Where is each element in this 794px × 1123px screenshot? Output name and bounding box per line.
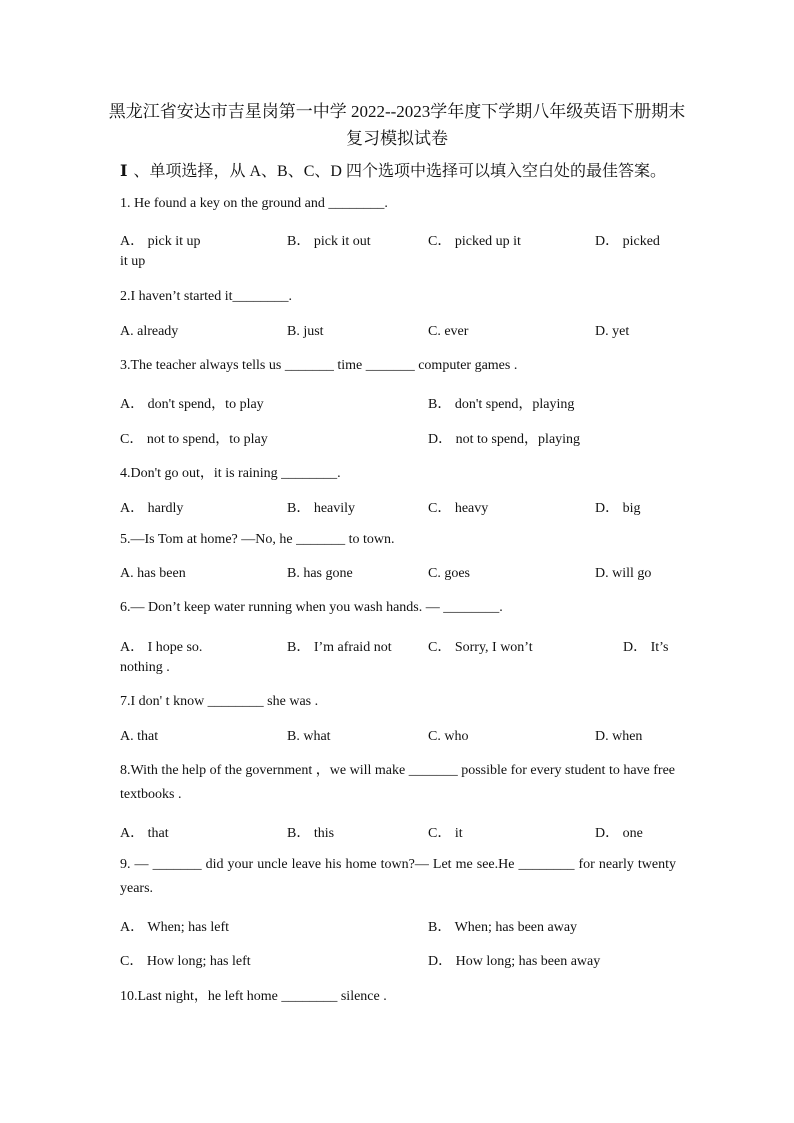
question-9-option-b: B． When; has been away — [428, 920, 578, 935]
question-2-option-a: A. already — [120, 324, 179, 339]
question-5-option-b: B. has gone — [287, 566, 353, 581]
question-3-option-c: C． not to spend，to play — [120, 432, 268, 447]
question-8-option-c: C． it — [428, 826, 463, 841]
section-instruction: 、单项选择，从 A、B、C、D 四个选项中选择可以填入空白处的最佳答案。 — [133, 163, 666, 180]
question-4-option-a: A． hardly — [120, 501, 184, 516]
question-1-option-d-continuation: it up — [120, 254, 146, 269]
question-6-option-a: A． I hope so. — [120, 640, 203, 655]
question-5-option-a: A. has been — [120, 566, 186, 581]
question-4-option-d: D． big — [595, 501, 641, 516]
question-6-stem: 6.— Don’t keep water running when you wash hands. — ________. — [120, 600, 503, 615]
exam-title-line-1: 黑龙江省安达市吉星岗第一中学 2022--2023学年度下学期八年级英语下册期末 — [108, 102, 686, 121]
question-2-option-c: C. ever — [428, 324, 469, 339]
question-7-option-a: A. that — [120, 729, 159, 744]
question-5-option-d: D. will go — [595, 566, 652, 581]
question-9-stem: 9. — _______ did your uncle leave his home town?— Let me see.He ________ for nearly twenty years. — [120, 857, 676, 896]
question-3-option-b: B． don't spend，playing — [428, 397, 575, 412]
question-7-option-b: B. what — [287, 729, 331, 744]
question-9-option-a: A． When; has left — [120, 920, 229, 935]
question-2-option-d: D. yet — [595, 324, 630, 339]
question-9-option-c: C． How long; has left — [120, 954, 251, 969]
question-4-option-c: C． heavy — [428, 501, 489, 516]
question-2-stem: 2.I haven’t started it________. — [120, 289, 292, 304]
question-7-option-d: D. when — [595, 729, 643, 744]
question-8-stem: 8.With the help of the government ，we will make _______ possible for every student to have free textbooks . — [120, 763, 676, 802]
question-4-stem: 4.Don't go out，it is raining ________. — [120, 466, 341, 481]
question-6-option-c: C． Sorry, I won’t — [428, 640, 533, 655]
question-2-option-b: B. just — [287, 324, 324, 339]
question-7-option-c: C. who — [428, 729, 469, 744]
question-4-option-b: B． heavily — [287, 501, 356, 516]
question-1-option-c: C． picked up it — [428, 234, 521, 249]
question-1-option-b: B． pick it out — [287, 234, 371, 249]
question-8-option-b: B． this — [287, 826, 335, 841]
question-1-option-a: A． pick it up — [120, 234, 201, 249]
question-1-option-d: D． picked — [595, 234, 660, 249]
question-3-stem: 3.The teacher always tells us _______ time _______ computer games . — [120, 358, 518, 373]
question-9-option-d: D． How long; has been away — [428, 954, 601, 969]
question-3-option-d: D． not to spend，playing — [428, 432, 581, 447]
question-6-option-b: B． I’m afraid not — [287, 640, 392, 655]
section-number: Ⅰ — [120, 163, 128, 180]
question-5-stem: 5.—Is Tom at home? —No, he _______ to town. — [120, 532, 395, 547]
exam-title-line-2: 复习模拟试卷 — [346, 129, 448, 148]
question-3-option-a: A． don't spend，to play — [120, 397, 264, 412]
section-heading — [120, 158, 666, 181]
question-5-option-c: C. goes — [428, 566, 470, 581]
question-7-stem: 7.I don' t know ________ she was . — [120, 694, 319, 709]
question-8-option-d: D． one — [595, 826, 643, 841]
question-6-option-d: D． It’s — [623, 640, 669, 655]
question-1-stem: 1. He found a key on the ground and ________. — [120, 196, 388, 211]
question-6-option-d-continuation: nothing . — [120, 660, 170, 675]
question-8-option-a: A． that — [120, 826, 169, 841]
question-10-stem: 10.Last night，he left home ________ silence . — [120, 989, 387, 1004]
